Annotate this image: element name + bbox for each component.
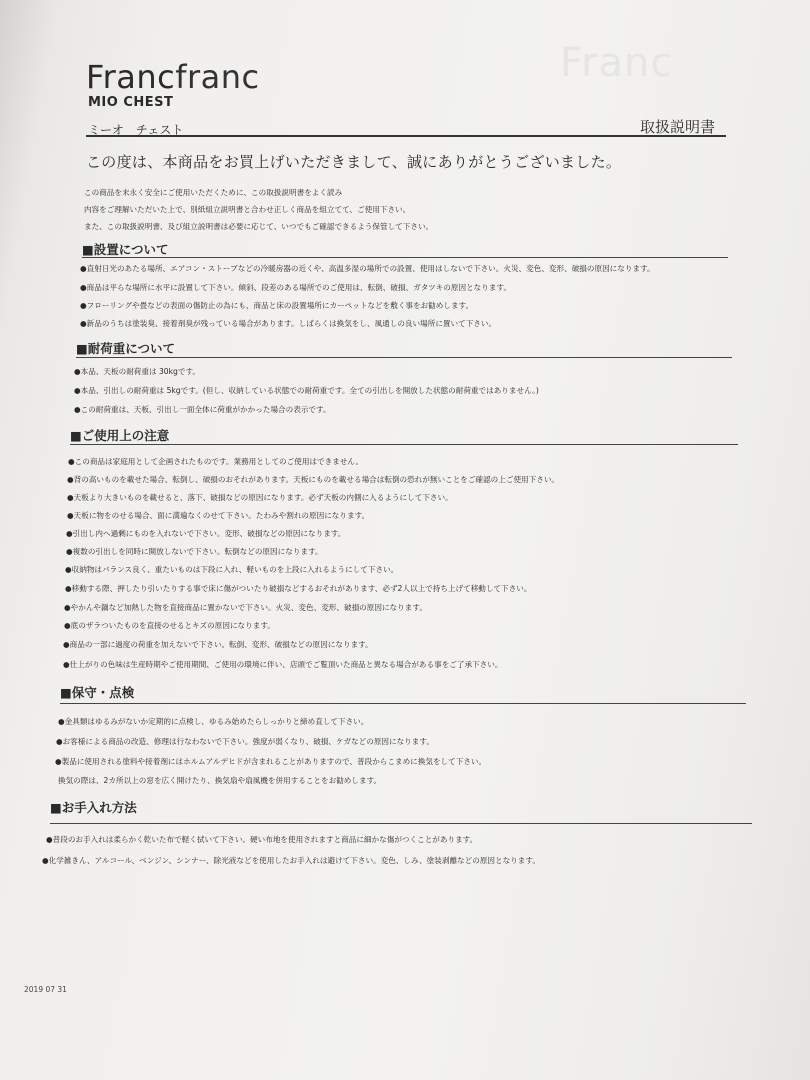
list-item: ●化学雑きん、アルコール、ベンジン、シンナー、除光液などを使用したお手入れは避けて下さい。変色、しみ、塗装剥離などの原因となります。 [42, 856, 540, 865]
list-item: ●商品は平らな場所に水平に設置して下さい。傾斜、段差のある場所でのご使用は、転倒、破損、ガタツキの原因となります。 [80, 283, 512, 292]
list-item: 換気の際は、2カ所以上の窓を広く開けたり、換気扇や扇風機を併用することをお勧めします。 [58, 776, 382, 785]
product-name-jp: ミーオ チェスト [88, 123, 184, 137]
brand-logo-part1: Franc [86, 58, 176, 96]
list-item: ●本品、引出しの耐荷重は 5kgです。(但し、収納している状態での耐荷重です。全ての引出しを開放した状態の耐荷重ではありません。) [74, 386, 539, 395]
list-item: ●お客様による商品の改造、修理は行なわないで下さい。強度が弱くなり、破損、ケガなどの原因になります。 [56, 737, 434, 746]
section-title-care: ■お手入れ方法 [50, 800, 137, 815]
intro-line: 内容をご理解いただいた上で、別紙組立説明書と合わせ正しく商品を組立てて、ご使用下さい。 [84, 205, 411, 214]
list-item: ●収納物はバランス良く、重たいものは下段に入れ、軽いものを上段に入れるようにして下さい。 [65, 565, 399, 574]
thanks-heading: この度は、本商品をお買上げいただきまして、誠にありがとうございました。 [86, 153, 622, 171]
intro-line: この商品を末永く安全にご使用いただくために、この取扱説明書をよく読み [84, 188, 343, 197]
list-item: ●商品の一部に過度の荷重を加えないで下さい。転倒、変形、破損などの原因になります。 [63, 640, 373, 649]
section-divider [60, 703, 746, 704]
list-item: ●天板より大きいものを載せると、落下、破損などの原因になります。必ず天板の内側に入るようにして下さい。 [67, 493, 453, 502]
brand-logo [86, 58, 260, 96]
section-title-maintenance: ■保守・点検 [60, 685, 135, 700]
section-title-load-capacity: ■耐荷重について [76, 341, 176, 356]
bleed-through-text: Franc [560, 40, 674, 86]
list-item: ●底のザラついたものを直接のせるとキズの原因になります。 [64, 621, 275, 630]
list-item: ●フローリングや畳などの表面の傷防止の為にも、商品と床の設置場所にカーペットなどを敷く事をお勧めします。 [80, 301, 474, 310]
list-item: ●直射日光のあたる場所、エアコン・ストーブなどの冷暖房器の近くや、高温多湿の場所での設置、使用はしないで下さい。火災、変色、変形、破損の原因になります。 [80, 264, 655, 273]
section-divider [70, 444, 738, 445]
list-item: ●やかんや鍋など加熱した物を直接商品に置かないで下さい。火災、変色、変形、破損の原因になります。 [64, 603, 427, 612]
list-item: ●新品のうちは塗装臭、接着剤臭が残っている場合があります。しばらくは換気をし、風通しの良い場所に置いて下さい。 [80, 319, 497, 328]
section-divider [82, 257, 728, 258]
list-item: ●背の高いものを載せた場合、転倒し、破損のおそれがあります。天板にものを載せる場合は転倒の恐れが無いことをご確認の上ご使用下さい。 [67, 475, 560, 484]
intro-text [84, 184, 433, 235]
list-item: ●金具類はゆるみがないか定期的に点検し、ゆるみ始めたらしっかりと締め直して下さい。 [58, 717, 369, 726]
brand-logo-part2: franc [175, 58, 260, 96]
list-item: ●移動する際、押したり引いたりする事で床に傷がついたり破損などするおそれがあります、必ず2人以上で持ち上げて移動して下さい。 [65, 584, 532, 593]
list-item: ●天板に物をのせる場合、面に満遍なくのせて下さい。たわみや割れの原因になります。 [67, 511, 370, 520]
list-item: ●引出し内へ過剰にものを入れないで下さい。変形、破損などの原因になります。 [66, 529, 346, 538]
list-item: ●製品に使用される塗料や接着剤にはホルムアルデヒドが含まれることがありますので、普段からこまめに換気をして下さい。 [55, 757, 487, 766]
list-item: ●本品、天板の耐荷重は 30kgです。 [74, 367, 201, 376]
header-divider [86, 135, 726, 137]
section-title-installation: ■設置について [82, 242, 169, 257]
list-item: ●普段のお手入れは柔らかく乾いた布で軽く拭いて下さい。硬い布地を使用されますと商品に細かな傷がつくことがあります。 [46, 835, 478, 844]
manual-title: 取扱説明書 [640, 118, 716, 136]
print-date: 2019 07 31 [24, 985, 67, 994]
section-divider [76, 357, 732, 358]
intro-line: また、この取扱説明書、及び組立説明書は必要に応じて、いつでもご確認できるよう保管して下さい。 [84, 222, 434, 231]
list-item: ●仕上がりの色味は生産時期やご使用期間、ご使用の環境に伴い、店頭でご覧頂いた商品と異なる場合がある事をご了承下さい。 [63, 660, 503, 669]
list-item: ●この商品は家庭用として企画されたものです。業務用としてのご使用はできません。 [68, 457, 364, 466]
list-item: ●複数の引出しを同時に開放しないで下さい。転倒などの原因になります。 [66, 547, 323, 556]
list-item: ●この耐荷重は、天板、引出し一面全体に荷重がかかった場合の表示です。 [74, 405, 331, 414]
product-name: MIO CHEST [88, 95, 174, 110]
section-divider [50, 823, 752, 824]
section-title-usage-cautions: ■ご使用上の注意 [70, 428, 170, 443]
